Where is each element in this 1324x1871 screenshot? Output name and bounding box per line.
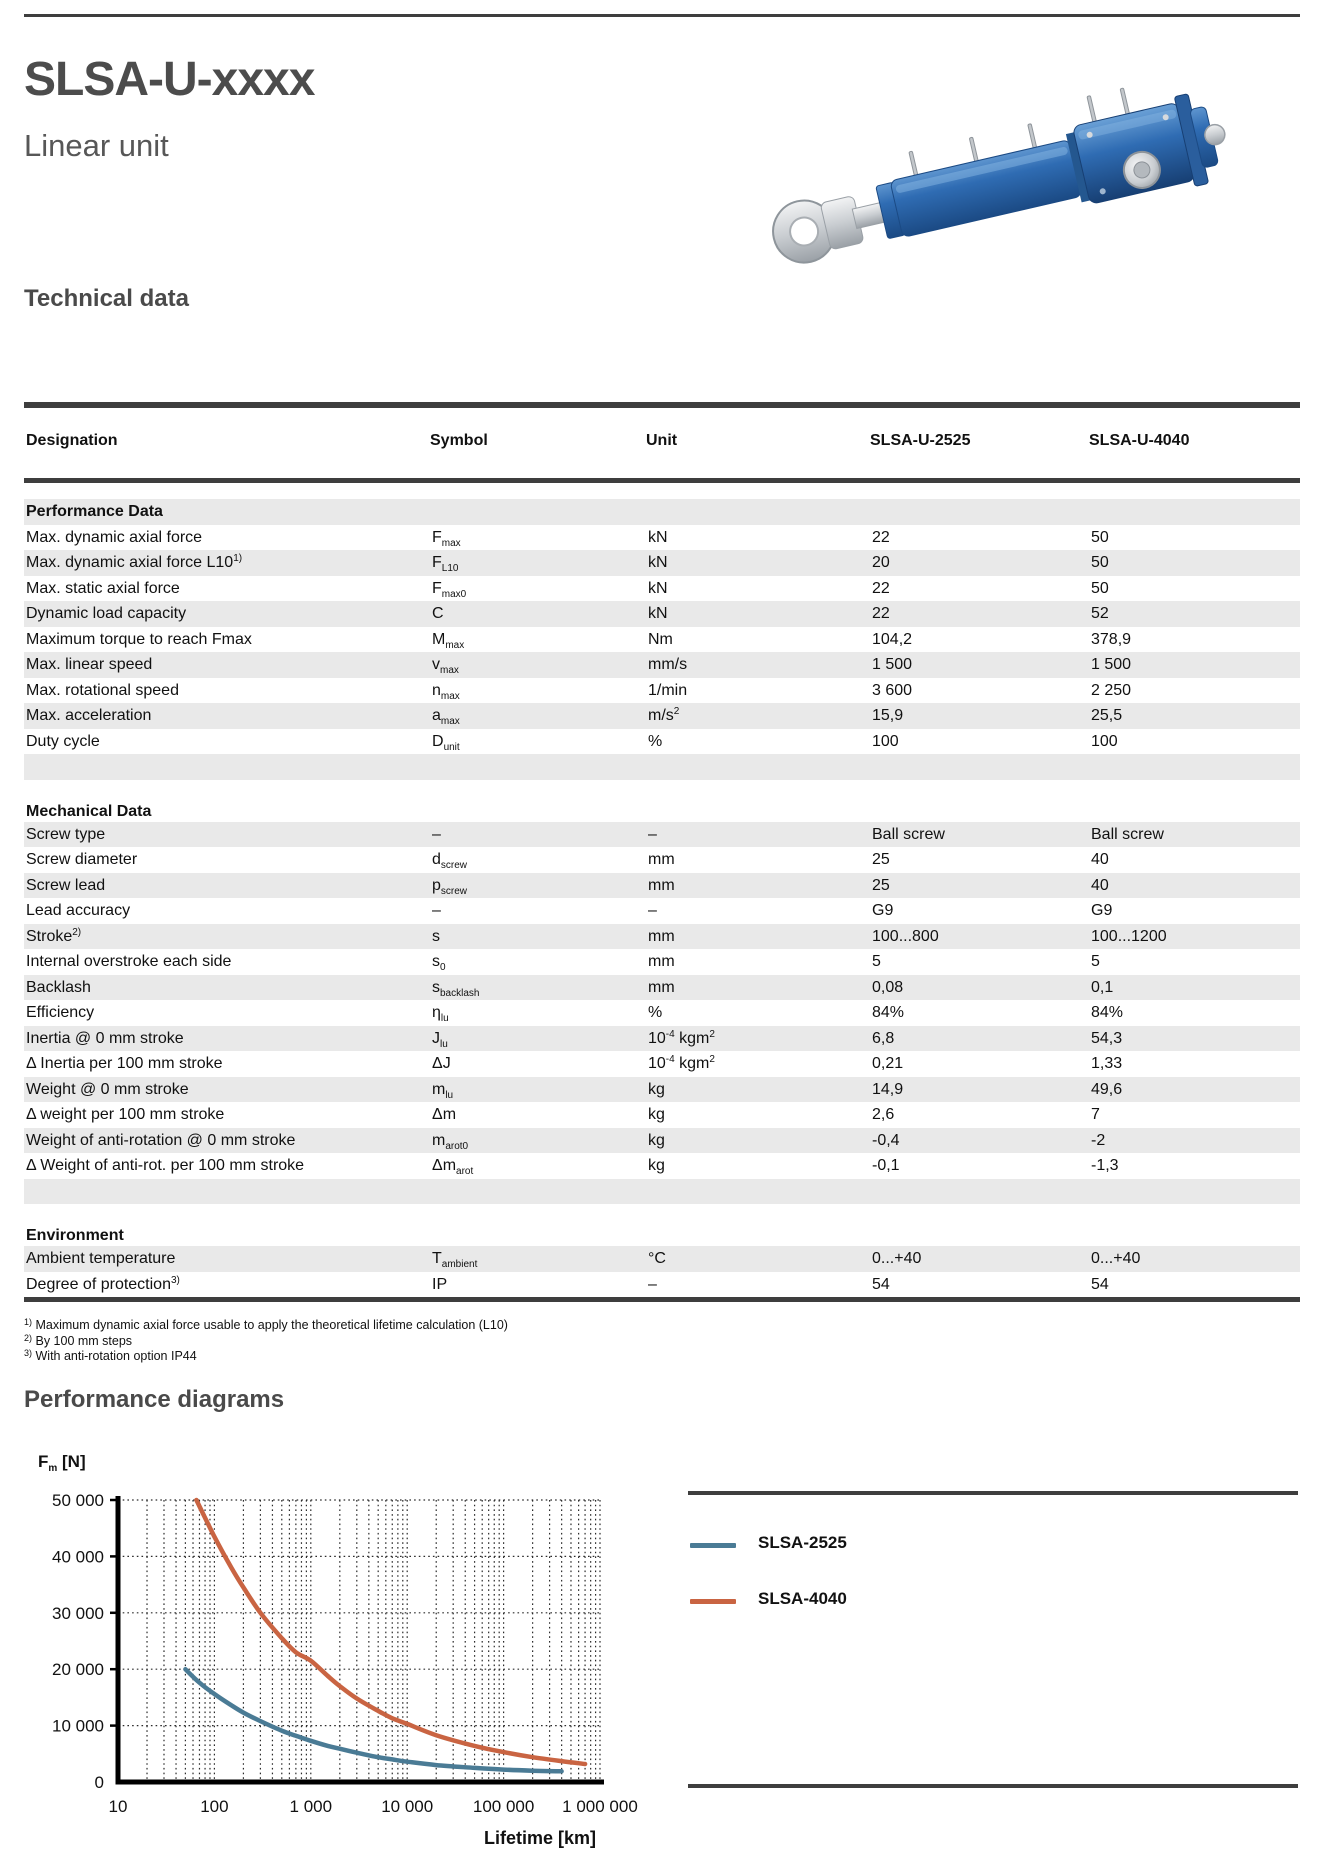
series-slsa-2525 (185, 1669, 561, 1771)
table-row (24, 1179, 1300, 1205)
cell-value-2525: 6,8 (872, 1029, 895, 1047)
table-bottom-bar (24, 1297, 1300, 1302)
cell-symbol: $v_{max}$ (432, 656, 459, 676)
cell-symbol: $n_{max}$ (432, 681, 460, 702)
cell-value-4040: 52 (1091, 605, 1109, 622)
cell-value-2525: 22 (872, 528, 890, 546)
cell-symbol: $d_{screw}$ (432, 851, 468, 871)
cell-designation: Duty cycle (26, 732, 100, 750)
cell-symbol: C (432, 605, 444, 622)
x-tick-label: 100 (200, 1797, 229, 1816)
cell-unit: $10^{-4}$ kgm$^2$ (648, 1054, 715, 1072)
page-title: SLSA-U-xxxx (24, 53, 315, 106)
cell-value-4040: 378,9 (1091, 630, 1132, 648)
cell-designation: Δ Weight of anti-rot. per 100 mm stroke (26, 1157, 305, 1174)
performance-diagrams-heading: Performance diagrams (24, 1386, 285, 1413)
x-tick-label: 10 (108, 1797, 128, 1816)
lifetime-chart (24, 1445, 684, 1871)
cell-unit: mm (648, 851, 675, 868)
cell-value-2525: 54 (872, 1275, 890, 1293)
table-row (24, 975, 1300, 1001)
legend-label-slsa-4040: SLSA-4040 (758, 1589, 847, 1608)
cell-symbol: – (432, 825, 441, 843)
x-tick-label: 1 000 (289, 1797, 333, 1816)
cell-value-4040: -2 (1091, 1131, 1106, 1149)
cell-designation: Ambient temperature (26, 1250, 176, 1267)
cell-value-2525: -0,1 (872, 1157, 900, 1174)
cell-value-2525: 20 (872, 554, 890, 571)
cell-unit: – (648, 825, 657, 843)
footnotes (24, 1318, 1024, 1365)
cell-designation: Max. acceleration (26, 707, 152, 724)
cell-value-2525: 0,08 (872, 978, 904, 996)
cell-unit: mm (648, 978, 675, 996)
cell-symbol: ΔJ (432, 1055, 451, 1072)
y-tick-label: 20 000 (52, 1660, 104, 1680)
cell-designation: Δ Inertia per 100 mm stroke (26, 1055, 223, 1072)
page-subtitle: Linear unit (24, 128, 169, 163)
cell-value-2525: 0...+40 (872, 1250, 922, 1267)
table-row (24, 1077, 1300, 1103)
cell-designation: Max. rotational speed (26, 681, 179, 699)
column-header-unit: Unit (646, 432, 678, 449)
x-axis-label: Lifetime [km] (483, 1828, 596, 1848)
table-row (24, 780, 1300, 792)
cell-symbol: Δm (432, 1106, 457, 1123)
table-row (24, 499, 1300, 525)
table-row (24, 1026, 1300, 1052)
cell-value-2525: 104,2 (872, 630, 913, 648)
cell-symbol: $s_0$ (432, 953, 446, 973)
cell-value-4040: 40 (1091, 876, 1109, 894)
cell-unit: °C (648, 1250, 666, 1267)
product-image (742, 58, 1252, 298)
cell-unit: mm (648, 953, 675, 970)
section-title: Performance Data (26, 503, 163, 520)
cell-designation: Screw diameter (26, 851, 138, 868)
legend-entry (688, 1520, 1298, 1576)
section-title: Mechanical Data (26, 802, 152, 820)
cell-symbol: – (432, 902, 441, 919)
y-tick-label: 30 000 (52, 1603, 104, 1623)
table-row (24, 576, 1300, 602)
cell-value-2525: -0,4 (872, 1131, 900, 1149)
table-row (24, 1128, 1300, 1154)
cell-value-4040: 2 250 (1091, 681, 1132, 699)
cell-designation: Max. linear speed (26, 656, 153, 673)
table-header-row (24, 432, 1300, 450)
column-header-4040: SLSA-U-4040 (1089, 432, 1190, 449)
cell-designation: Stroke$^{2)}$ (26, 926, 82, 945)
table-row (24, 924, 1300, 950)
lifetime-chart-svg (24, 1445, 684, 1871)
cell-value-2525: 0,21 (872, 1055, 904, 1072)
cell-symbol: $p_{screw}$ (432, 876, 468, 897)
cell-value-2525: 1 500 (872, 656, 913, 673)
cell-value-4040: 0...+40 (1091, 1250, 1141, 1267)
table-row (24, 1102, 1300, 1128)
cell-value-4040: 100...1200 (1091, 927, 1167, 945)
cell-unit: % (648, 732, 663, 750)
cell-value-2525: 2,6 (872, 1106, 895, 1123)
y-tick-label: 40 000 (52, 1547, 104, 1567)
cell-symbol: $F_{max}$ (432, 528, 461, 549)
actuator-body-group (759, 68, 1235, 281)
cell-designation: Lead accuracy (26, 902, 131, 919)
cell-unit: kg (648, 1157, 665, 1174)
linear-actuator-illustration (742, 58, 1252, 298)
legend-label-slsa-2525: SLSA-2525 (758, 1533, 847, 1552)
cell-unit: kN (648, 554, 668, 571)
cell-unit: mm (648, 927, 675, 945)
technical-data-heading: Technical data (24, 285, 189, 312)
table-row (24, 847, 1300, 873)
table-row (24, 525, 1300, 551)
cell-designation: Dynamic load capacity (26, 605, 187, 622)
table-row (24, 949, 1300, 975)
footnote: $^{3)}$ With anti-rotation option IP44 (24, 1348, 197, 1363)
cell-designation: Weight @ 0 mm stroke (26, 1080, 189, 1098)
cell-symbol: $J_{lu}$ (432, 1029, 448, 1050)
cell-symbol: $\Delta m_{arot}$ (432, 1157, 474, 1177)
cell-value-4040: G9 (1091, 902, 1113, 919)
x-tick-label: 1 000 000 (562, 1797, 638, 1816)
cell-designation: Δ weight per 100 mm stroke (26, 1106, 225, 1123)
cell-symbol: $m_{arot0}$ (432, 1131, 469, 1152)
cell-unit: – (648, 1275, 657, 1293)
table-row (24, 550, 1300, 576)
y-tick-label: 10 000 (52, 1716, 104, 1736)
cell-unit: $10^{-4}$ kgm$^2$ (648, 1028, 715, 1047)
cell-unit: kg (648, 1080, 665, 1098)
cell-unit: kN (648, 528, 668, 546)
table-header-bottom-bar (24, 478, 1300, 483)
cell-value-4040: 7 (1091, 1106, 1100, 1123)
cell-value-4040: 54,3 (1091, 1029, 1123, 1047)
cell-symbol: $F_{max0}$ (432, 579, 467, 600)
cell-value-4040: 50 (1091, 554, 1109, 571)
column-header-2525: SLSA-U-2525 (870, 432, 971, 449)
cell-value-2525: 25 (872, 851, 890, 868)
cell-unit: kN (648, 605, 668, 622)
cell-unit: – (648, 902, 657, 919)
cell-designation: Screw lead (26, 876, 106, 894)
table-row (24, 1246, 1300, 1272)
y-tick-label: 50 000 (52, 1491, 104, 1510)
table-row (24, 792, 1300, 822)
table-row (24, 822, 1300, 848)
cell-value-4040: 49,6 (1091, 1080, 1123, 1098)
x-tick-label: 100 000 (472, 1797, 535, 1816)
cell-symbol: $F_{L10}$ (432, 554, 459, 574)
table-row (24, 1216, 1300, 1246)
cell-value-4040: -1,3 (1091, 1157, 1119, 1174)
footnote: $^{2)}$ By 100 mm steps (24, 1332, 133, 1348)
legend-swatch-slsa-4040 (690, 1599, 736, 1604)
cell-designation: Internal overstroke each side (26, 953, 232, 970)
cell-symbol: $T_{ambient}$ (432, 1250, 478, 1270)
cell-symbol: IP (432, 1275, 448, 1293)
cell-symbol: $m_{lu}$ (432, 1080, 454, 1101)
cell-unit: Nm (648, 630, 673, 648)
cell-value-4040: 0,1 (1091, 978, 1114, 996)
table-row (24, 703, 1300, 729)
cell-value-2525: 22 (872, 605, 890, 622)
table-row (24, 729, 1300, 755)
cell-symbol: s (432, 927, 440, 945)
section-title: Environment (26, 1227, 124, 1244)
cell-symbol: $a_{max}$ (432, 707, 460, 727)
cell-unit: % (648, 1004, 663, 1021)
column-header-designation: Designation (26, 432, 118, 449)
cell-value-4040: Ball screw (1091, 825, 1164, 843)
table-row (24, 1272, 1300, 1298)
table-row (24, 754, 1300, 780)
cell-value-2525: 14,9 (872, 1080, 904, 1098)
legend-top-bar (688, 1491, 1298, 1495)
cell-value-4040: 5 (1091, 953, 1100, 970)
table-row (24, 601, 1300, 627)
table-row (24, 627, 1300, 653)
cell-value-2525: 3 600 (872, 681, 913, 699)
cell-value-4040: 25,5 (1091, 707, 1123, 724)
legend-bottom-bar (688, 1784, 1298, 1788)
table-row (24, 652, 1300, 678)
table-row (24, 1153, 1300, 1179)
cell-unit: kg (648, 1106, 665, 1123)
table-row (24, 1204, 1300, 1216)
cell-unit: kg (648, 1131, 665, 1149)
footnote: $^{1)}$ Maximum dynamic axial force usable to apply the theoretical lifetime calculation (L10) (24, 1317, 508, 1332)
cell-value-4040: 40 (1091, 851, 1109, 868)
legend-swatch-slsa-2525 (690, 1543, 736, 1548)
cell-designation: Screw type (26, 825, 106, 843)
cell-designation: Degree of protection$^{3)}$ (26, 1274, 180, 1293)
cell-value-4040: 50 (1091, 579, 1109, 597)
cell-value-2525: 100...800 (872, 927, 939, 945)
cell-value-2525: 22 (872, 579, 890, 597)
table-row (24, 678, 1300, 704)
x-tick-label: 10 000 (381, 1797, 434, 1816)
cell-designation: Weight of anti-rotation @ 0 mm stroke (26, 1131, 296, 1149)
cell-value-4040: 100 (1091, 732, 1118, 750)
cell-symbol: $s_{backlash}$ (432, 978, 480, 999)
cell-value-2525: 5 (872, 953, 881, 970)
legend-entry (688, 1576, 1298, 1632)
cell-value-2525: 100 (872, 732, 899, 750)
table-row (24, 873, 1300, 899)
cell-value-4040: 54 (1091, 1275, 1109, 1293)
cell-value-2525: 15,9 (872, 707, 904, 724)
cell-symbol: $D_{unit}$ (432, 732, 460, 753)
cell-designation: Max. dynamic axial force L10$^{1)}$ (26, 553, 243, 571)
cell-value-4040: 1,33 (1091, 1055, 1123, 1072)
table-row (24, 1051, 1300, 1077)
table-top-bar (24, 402, 1300, 408)
cell-value-2525: G9 (872, 902, 894, 919)
technical-data-table (24, 499, 1300, 1297)
cell-designation: Efficiency (26, 1004, 95, 1021)
table-row (24, 898, 1300, 924)
top-rule (24, 14, 1300, 17)
cell-designation: Maximum torque to reach Fmax (26, 630, 252, 648)
cell-designation: Inertia @ 0 mm stroke (26, 1029, 184, 1047)
cell-unit: mm (648, 876, 675, 894)
table-row (24, 1000, 1300, 1026)
cell-value-2525: 84% (872, 1004, 905, 1021)
legend (688, 1520, 1298, 1632)
cell-value-4040: 84% (1091, 1004, 1124, 1021)
series-slsa-4040 (196, 1500, 585, 1764)
cell-unit: mm/s (648, 656, 688, 673)
y-axis-label: $F_m$ [N] (38, 1452, 86, 1474)
cell-designation: Max. static axial force (26, 579, 180, 597)
column-header-symbol: Symbol (430, 432, 488, 449)
cell-symbol: $M_{max}$ (432, 630, 465, 651)
y-tick-label: 0 (94, 1773, 104, 1792)
cell-value-4040: 50 (1091, 528, 1109, 546)
cell-symbol: $\eta_{lu}$ (432, 1004, 449, 1024)
cell-unit: $m/s^2$ (648, 706, 680, 724)
cell-value-2525: 25 (872, 876, 890, 894)
cell-unit: 1/min (648, 681, 688, 699)
cell-designation: Max. dynamic axial force (26, 528, 203, 546)
cell-designation: Backlash (26, 978, 91, 996)
cell-value-4040: 1 500 (1091, 656, 1132, 673)
cell-unit: kN (648, 579, 668, 597)
cell-value-2525: Ball screw (872, 825, 945, 843)
